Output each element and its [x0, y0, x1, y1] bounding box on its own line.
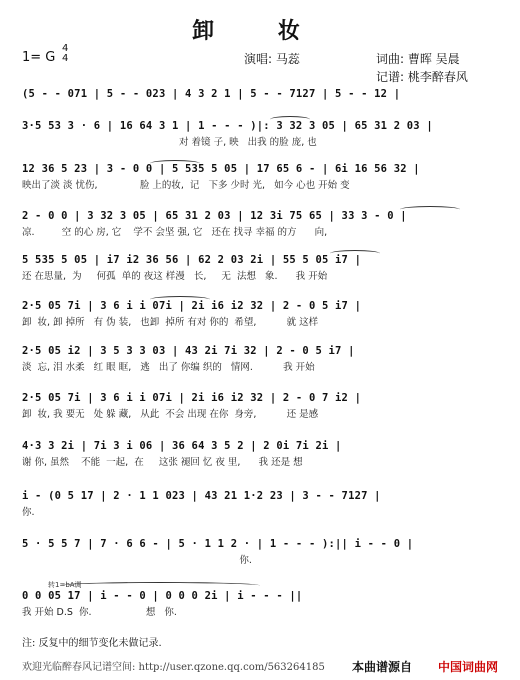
notation: 2·5 05 7i | 3 6 i i 07i | 2i i6 i2 32 | 2 - 0 7 i2 | [22, 392, 362, 404]
lyric: 对 着镜 子, 映 出我 的脸 庞, 也 [22, 137, 317, 148]
lyric: 映出了淡 淡 忧伤, 脸 上的妆, 记 下多 少时 光, 如今 心也 开始 变 [22, 180, 350, 191]
meter-top: 4 [62, 43, 69, 54]
repeat-bracket [60, 582, 260, 589]
score-row-5 [22, 254, 492, 282]
lyric: 我 开始 D.S 你. 想 你. [22, 607, 177, 618]
transpose-note: 转1=bA调 [48, 581, 82, 589]
score-row-1 [22, 88, 492, 102]
lyricist-credit: 词曲: 曹晖 吴晨 [376, 52, 460, 66]
source-label: 本曲谱源自 [352, 660, 413, 674]
song-title: 卸 妆 [192, 18, 328, 44]
lyric: 你. [22, 555, 252, 566]
slur-mark [270, 116, 310, 123]
slur-mark [400, 206, 460, 213]
website-url[interactable]: 欢迎光临醉春风记谱空间: http://user.qzone.qq.com/563264185 [22, 662, 325, 673]
score-row-2 [22, 120, 492, 148]
notation: 3·5 53 3 · 6 | 16 64 3 1 | 1 - - - )|: 3 32 3 05 | 65 31 2 03 | [22, 120, 433, 132]
singer-credit: 演唱: 马蕊 [244, 52, 300, 66]
score-row-4 [22, 210, 492, 238]
score-row-6 [22, 300, 492, 328]
notation: 4·3 3 2i | 7i 3 i 06 | 36 64 3 5 2 | 2 0i 7i 2i | [22, 440, 342, 452]
transcriber-credit: 记谱: 桃李醉春风 [376, 70, 468, 84]
slur-mark [330, 250, 380, 257]
notation: (5 - - 071 | 5 - - 023 | 4 3 2 1 | 5 - - 7127 | 5 - - 12 | [22, 88, 401, 100]
score-row-8 [22, 392, 492, 420]
score-row-3 [22, 163, 492, 191]
lyric: 还 在思量, 为 何孤 单的 夜这 样漫 长, 无 法想 象. 我 开始 [22, 271, 328, 282]
brand-logo-text[interactable]: 中国词曲网 [438, 660, 499, 674]
notation: 0 0 05 17 | i - - 0 | 0 0 0 2i | i - - - || [22, 590, 303, 602]
key-signature: 1= G [22, 50, 56, 65]
notation: 5 535 5 05 | i7 i2 36 56 | 62 2 03 2i | 55 5 05 i7 | [22, 254, 362, 266]
score-row-10 [22, 490, 492, 518]
lyric: 卸 妆, 我 要无 处 躲 藏, 从此 不会 出现 在你 身旁, 还 是感 [22, 409, 319, 420]
lyric: 淡 忘, 泪 水柔 红 眼 眶, 逃 出了 你编 织的 情网. 我 开始 [22, 362, 315, 373]
notation: 2·5 05 7i | 3 6 i i 07i | 2i i6 i2 32 | 2 - 0 5 i7 | [22, 300, 362, 312]
meter-bottom: 4 [62, 53, 69, 64]
score-row-12 [22, 590, 492, 618]
notation: i - (0 5 17 | 2 · 1 1 023 | 43 21 1·2 23 | 3 - - 7127 | [22, 490, 381, 502]
lyric: 谢 你, 虽然 不能 一起, 在 这张 褪回 忆 夜 里, 我 还是 想 [22, 457, 303, 468]
lyric: 凉. 空 的心 房, 它 学不 会坚 强, 它 还在 找寻 幸福 的方 向, [22, 227, 328, 238]
score-row-11 [22, 538, 492, 566]
slur-mark [150, 296, 210, 303]
lyric: 你. [22, 507, 35, 518]
notation: 5 · 5 5 7 | 7 · 6 6 - | 5 · 1 1 2 · | 1 - - - ):|| i - - 0 | [22, 538, 414, 550]
footnote: 注: 反复中的细节变化未做记录. [22, 638, 162, 649]
score-row-9 [22, 440, 492, 468]
lyric: 卸 妆, 卸 掉所 有 伪 装, 也卸 掉所 有对 你的 希望, 就 这样 [22, 317, 319, 328]
score-row-7 [22, 345, 492, 373]
slur-mark [150, 160, 200, 167]
notation: 2·5 05 i2 | 3 5 3 3 03 | 43 2i 7i 32 | 2 - 0 5 i7 | [22, 345, 355, 357]
notation: 12 36 5 23 | 3 - 0 0 | 5 535 5 05 | 17 65 6 - | 6i 16 56 32 | [22, 163, 420, 175]
notation: 2 - 0 0 | 3 32 3 05 | 65 31 2 03 | 12 3i 75 65 | 33 3 - 0 | [22, 210, 407, 222]
time-signature [62, 44, 68, 64]
